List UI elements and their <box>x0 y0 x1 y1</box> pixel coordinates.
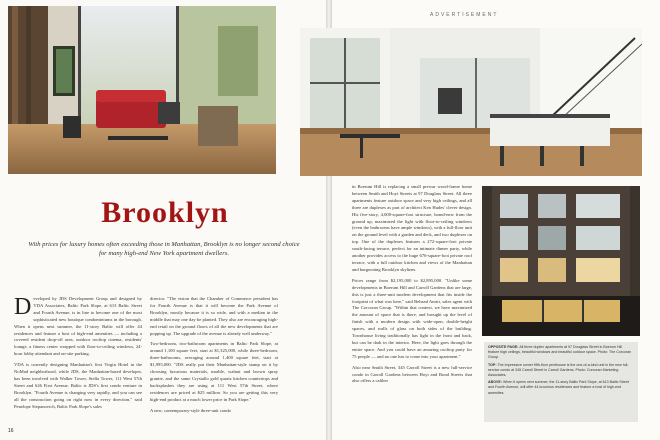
caption-label: OPPOSITE PAGE: <box>488 345 519 349</box>
body-paragraph: eveloped by JDS Development Group and designed by VDA Associates, Baltic Park Slope, at 613 Baltic Street and Fourth Avenue, is in line to become one of the most sophisticated new boutique condominiums in the borough. When it opens next summer, the 11-story Baltic will offer 44 residences and feature a host of high-end amenities — including a covered resident drop-off area, outdoor rooftop cinema, residents' lounge, a fitness center wrapped with floor-to-ceiling windows, 24-hour lobby attendant and on-site parking. <box>14 296 142 357</box>
page-number: 16 <box>8 428 14 434</box>
article-headline: Brooklyn <box>101 196 229 229</box>
caption-text: All three duplex apartments at 97 Douglass Street in Boerum Hill feature high ceilings, beautiful windows and beautiful outdoor space. Photo: The Corcoran Group. <box>488 345 631 360</box>
body-paragraph: in Boerum Hill is replacing a small prewar wood-frame home between Smith and Hoyt Streets at 97 Douglass Street. All three apartments feature outdoor space and very high ceilings, and all three are duplexes as part of architect Ken Hudes' clever design. His five-story, 4,000-square-foot structure, brand-new from the ground up, maximized the light with floor-to-ceiling windows (even the bathrooms have ample windows), with a full-floor unit on the ground level with a garden and deck, and two duplexes on top. One of the duplexes features a 272-square-foot private south-facing terrace, perfect for an intimate dinner party, while another provides access to the huge 676-square-foot private roof terrace, with a full outdoor kitchen and views of the Manhattan and burgeoning Brooklyn skylines. <box>352 184 472 272</box>
caption-text: The impressive corner fifth-floor penthouse is the one-of-a-kind unit in the new full-service condo at 345 Carroll Street in Carroll Gardens. Photo: Corcoran Marketing Associates. <box>488 362 629 378</box>
body-paragraph: VDA is currently designing Manhattan's first Virgin Hotel in the NoMad neighborhood, while JDS, the Manhattan-based developer, has been involved with Walker Tower, Stella Tower, 111 West 57th Street and 626 First Avenue. Baltic is JDS's first condo venture in Brooklyn. "Fourth Avenue is changing very rapidly, and you can see all the construction going on right now in every direction," said Penelope Stepanovich, Baltic Park Slope's sales <box>14 362 142 409</box>
caption-label: ABOVE: <box>488 380 502 385</box>
advertisement-label-right: ADVERTISEMENT <box>430 12 499 18</box>
caption <box>488 345 634 361</box>
building-exterior-photo <box>482 186 640 336</box>
living-room-photo <box>8 6 276 174</box>
caption-label: TOP: <box>488 362 497 367</box>
body-paragraph: Prices range from $2,195,000 to $2,895,000. "Unlike some developments in Boerum Hill and Carroll Gardens that are large, this is just a three-unit modern development that fits inside the footprint of what was here," said Behzad Amiri, sales agent with The Corcoran Group. "Within that context, we have maximized the amount of space that is there, and brought up the level of finish with a modern design with wide-open, double-height spaces, and walls of glass on both sides of the building. Townhouse living traditionally has light in the front and back, but can be dark in the interior. Here, the light goes through the entire space. And you could have an amazing rooftop party for 75 people — and no one has to come into your apartment." <box>352 277 472 359</box>
body-paragraph: Also near Smith Street, 345 Carroll Street is a new full-service condo in Carroll Gardens between Hoyt and Bond Streets that also offers a caliber <box>352 364 472 384</box>
caption-text: When it opens next summer, the 11-story Baltic Park Slope, at 613 Baltic Street and Fourth Avenue, will offer 44 luxurious residences and feature a host of high-end amenities. <box>488 380 629 395</box>
drop-cap: D <box>14 294 32 320</box>
kitchen-interior-photo <box>300 28 642 176</box>
right-column-1 <box>352 184 472 389</box>
left-column-1 <box>14 296 142 415</box>
caption <box>488 363 634 379</box>
body-paragraph: director. "The vision that the Chamber of Commerce president has for Fourth Avenue is that it will become the Park Avenue of Brooklyn, mostly because it is so wide, and with a median in the middle that may one day be planted. They also are encouraging high-end retail on the ground floors of all the new developments that are popping up. The upgrade of the avenue is already well underway." <box>150 296 278 336</box>
article-deck: With prices for luxury homes often exceeding those in Manhattan, Brooklyn is no longer second choice for many high-end New York apartment dwellers. <box>28 241 300 257</box>
body-paragraph: A new, contemporary-style three-unit condo <box>150 407 231 413</box>
photo-captions-box <box>484 342 638 422</box>
body-paragraph: Two-bedroom, two-bathroom apartments in Baltic Park Slope, at around 1,100 square feet, start at $1,325,000, while three-bedroom, three-bathrooms, averaging around 1,400 square feet, start at $1,995,000. "JDS really put their Manhattan-style stamp on it by choosing luxurious materials, marble, walnut and brown spray granite, and the same Crystallo gold quartz kitchen countertops and backsplashes they are using at 111 West 57th Street, where residences are priced at $25 million. So you are getting this very high-end product at a much lower price in Park Slope." <box>150 341 278 402</box>
left-column-2 <box>150 296 278 419</box>
caption <box>488 380 634 396</box>
